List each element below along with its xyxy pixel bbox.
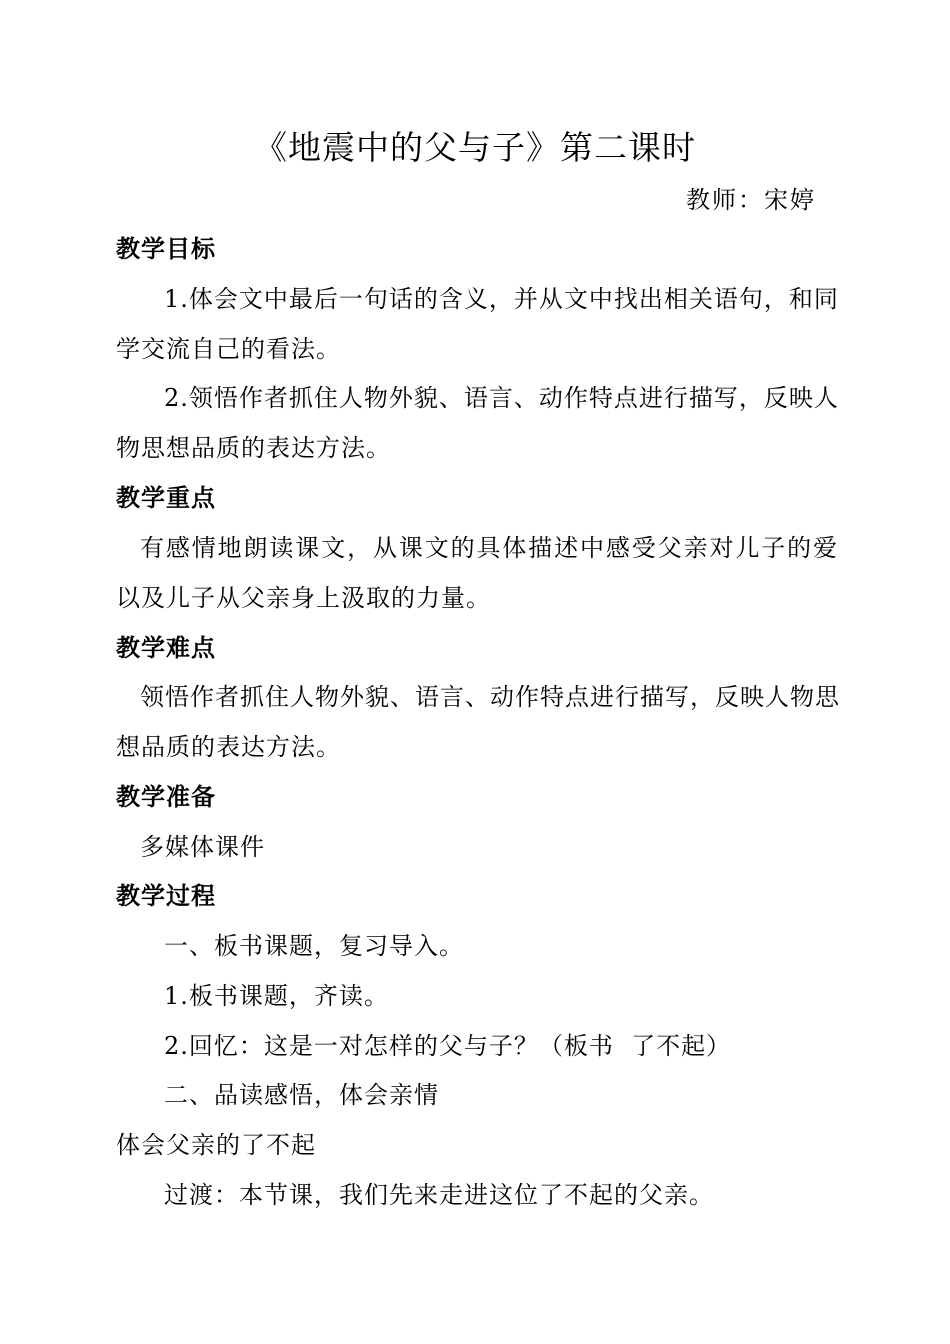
process-step-1-1: 1.板书课题，齐读。 [164, 982, 389, 1010]
objective-1-line2: 学交流自己的看法。 [116, 335, 341, 363]
preparation-heading: 教学准备 [116, 783, 216, 811]
process-heading: 教学过程 [116, 882, 216, 910]
objectives-heading: 教学目标 [116, 235, 216, 263]
difficulties-line1: 领悟作者抓住人物外貌、语言、动作特点进行描写，反映人物思 [140, 683, 840, 711]
document-title: 《地震中的父与子》第二课时 [254, 128, 696, 167]
objective-2-line1: 2.领悟作者抓住人物外貌、语言、动作特点进行描写，反映人 [164, 384, 839, 412]
process-step-1: 一、板书课题，复习导入。 [164, 932, 464, 960]
objective-1-line1: 1.体会文中最后一句话的含义，并从文中找出相关语句，和同 [164, 285, 839, 313]
key-points-line2: 以及儿子从父亲身上汲取的力量。 [116, 584, 491, 612]
preparation-text: 多媒体课件 [140, 833, 265, 861]
difficulties-line2: 想品质的表达方法。 [116, 733, 341, 761]
key-points-heading: 教学重点 [116, 484, 216, 512]
objective-2-line2: 物思想品质的表达方法。 [116, 434, 391, 462]
process-subheading: 体会父亲的了不起 [116, 1131, 316, 1159]
process-step-2: 二、品读感悟，体会亲情 [164, 1081, 439, 1109]
teacher-name: 教师：宋婷 [686, 186, 816, 214]
key-points-line1: 有感情地朗读课文，从课文的具体描述中感受父亲对儿子的爱 [140, 534, 838, 562]
process-transition: 过渡：本节课，我们先来走进这位了不起的父亲。 [164, 1181, 714, 1209]
process-step-1-2: 2.回忆：这是一对怎样的父与子？（板书 了不起） [164, 1032, 732, 1060]
difficulties-heading: 教学难点 [116, 634, 216, 662]
